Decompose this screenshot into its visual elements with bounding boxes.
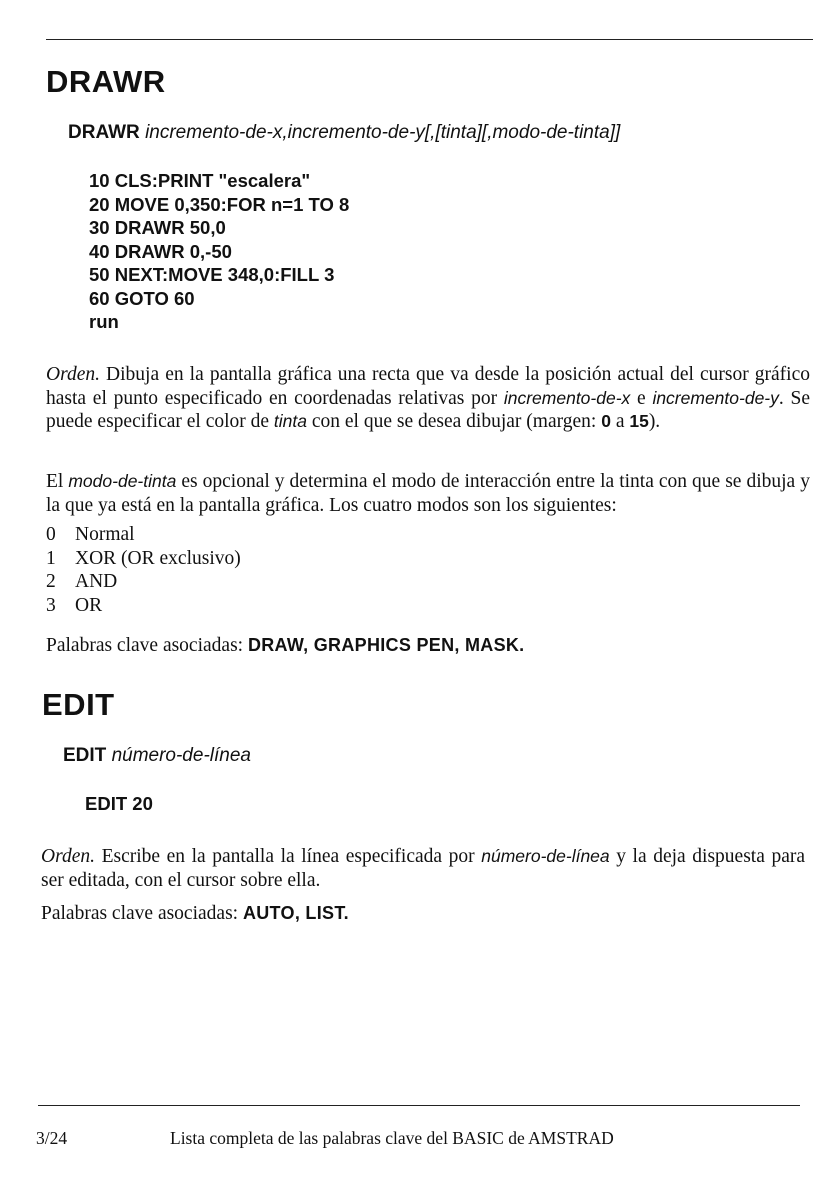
drawr-desc-text: con el que se desea dibujar (margen:	[307, 411, 602, 432]
related-keyword-list: DRAW, GRAPHICS PEN, MASK.	[247, 635, 525, 655]
term-incremento-x: incremento-de-x	[503, 387, 631, 408]
ink-mode-number: 1	[46, 547, 56, 569]
edit-desc-lead: Orden.	[41, 846, 95, 867]
drawr-syntax-keyword: DRAWR	[68, 122, 140, 143]
ink-mode-item	[46, 547, 241, 571]
related-keyword-list: AUTO, LIST.	[242, 903, 349, 923]
drawr-desc-text: Dibuja en la pantalla gráfica una recta que va desde la posición actual del cursor gráfico hasta el punto especificado en coordenadas relativas por	[46, 364, 810, 409]
drawr-description	[46, 363, 810, 434]
code-line: 50 NEXT:MOVE 348,0:FILL 3	[89, 264, 335, 285]
drawr-example-code	[89, 169, 349, 334]
related-label: Palabras clave asociadas:	[46, 635, 248, 656]
term-modo-de-tinta: modo-de-tinta	[68, 471, 177, 491]
section-heading-edit: EDIT	[42, 687, 115, 722]
drawr-desc-lead: Orden.	[46, 364, 100, 385]
page-number: 3/24	[36, 1128, 68, 1148]
ink-mode-label: Normal	[75, 524, 135, 545]
ink-mode-number: 3	[46, 594, 56, 616]
top-rule	[46, 39, 813, 40]
ink-mode-list	[46, 523, 241, 617]
code-line: 10 CLS:PRINT "escalera"	[89, 170, 311, 191]
mode-para-text: El	[46, 471, 69, 492]
term-numero-de-linea: número-de-línea	[481, 846, 610, 866]
related-label: Palabras clave asociadas:	[41, 903, 243, 924]
mode-para-text: es opcional y determina el modo de interacción entre la tinta con que se dibuja y la que ya está en la pantalla gráfica. Los cuatro modos son los siguientes:	[46, 471, 810, 516]
ink-mode-label: AND	[75, 571, 118, 592]
drawr-syntax-args: incremento-de-x,incremento-de-y[,[tinta][,modo-de-tinta]]	[145, 122, 621, 143]
bottom-rule	[38, 1105, 800, 1106]
drawr-desc-text: e	[630, 387, 653, 409]
edit-example-code	[85, 792, 153, 816]
ink-mode-number: 2	[46, 571, 56, 592]
drawr-mode-paragraph	[46, 470, 810, 517]
code-line: 40 DRAWR 0,-50	[89, 240, 232, 262]
ink-mode-label: XOR (OR exclusivo)	[75, 547, 241, 569]
ink-mode-item	[46, 594, 241, 618]
code-line: 30 DRAWR 50,0	[89, 217, 226, 238]
ink-mode-item	[46, 523, 241, 547]
drawr-desc-text: . Se puede especificar el color de	[46, 387, 811, 432]
ink-mode-item	[46, 570, 241, 594]
ink-mode-label: OR	[75, 594, 103, 616]
drawr-related-keywords	[46, 634, 810, 658]
drawr-desc-text: ).	[648, 411, 661, 432]
edit-desc-text: Escribe en la pantalla la línea especificada por	[94, 846, 482, 867]
edit-related-keywords	[41, 902, 805, 926]
term-tinta: tinta	[273, 411, 307, 431]
code-line: run	[89, 311, 119, 332]
term-incremento-y: incremento-de-y	[652, 387, 779, 408]
edit-syntax-keyword: EDIT	[63, 745, 107, 766]
edit-syntax-args: número-de-línea	[111, 745, 251, 766]
ink-mode-number: 0	[46, 524, 56, 545]
code-line: 20 MOVE 0,350:FOR n=1 TO 8	[89, 193, 350, 215]
section-heading-drawr: DRAWR	[46, 64, 166, 99]
edit-description	[41, 845, 805, 892]
range-from: 0	[601, 411, 611, 431]
range-to: 15	[629, 411, 649, 431]
code-line: EDIT 20	[85, 793, 153, 814]
drawr-desc-text: a	[610, 411, 630, 432]
code-line: 60 GOTO 60	[89, 287, 195, 309]
running-title: Lista completa de las palabras clave del BASIC de AMSTRAD	[170, 1128, 614, 1148]
drawr-syntax	[68, 122, 620, 144]
edit-syntax	[63, 745, 251, 767]
edit-desc-text: y la deja dispuesta para ser editada, con el cursor sobre ella.	[41, 846, 805, 891]
